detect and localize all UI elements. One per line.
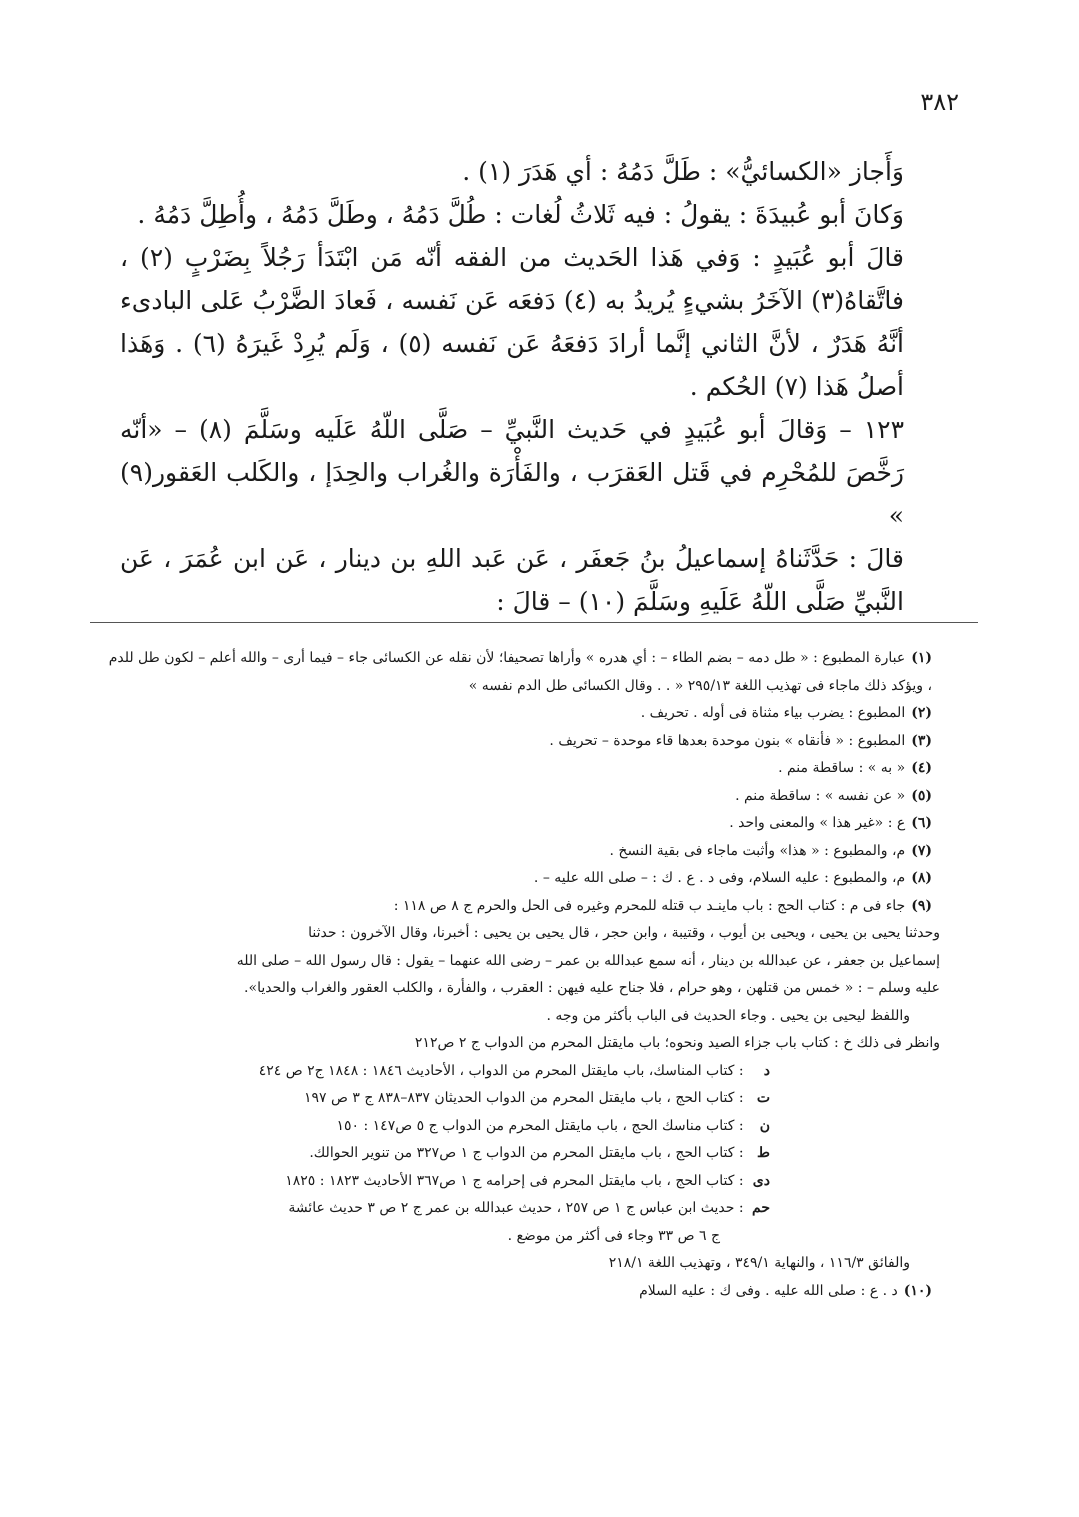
footnote-text: جاء فى م : كتاب الحج : باب ماينـد ب قتله للمحرم وغيره فى الحل والحرم ج ٨ ص ١١٨ : <box>393 897 906 914</box>
main-paragraph: قالَ أبو عُبَيدٍ : وَفي هَذا الحَديث من الفقه أنّه مَن ابْتَدَأ رَجُلاً بِضَرْبٍ (٢) ، فاتَّقاهُ(٣) الآخَرُ بشيءٍ يُريدُ به (٤) دَفعَه عَن نَفسه ، فَعادَ الضَّرْبُ عَلى البادىء أنَّهُ هَدَرٌ ، لأنَّ الثاني إنَّما أرادَ دَفعَهُ عَن نَفسه (٥) ، وَلَم يُرِدْ غَيرَهُ (٦) . وَهَذا أصلُ هَذا (٧) الحُكم . <box>120 243 904 401</box>
footnote-number: (٥) <box>911 787 932 804</box>
closing-line: والفائق ١١٦/٣ ، والنهاية ٣٤٩/١ ، وتهذيب اللغة ٢١٨/١ <box>608 1255 910 1271</box>
footnote <box>100 728 940 756</box>
source-entry: د : كتاب المناسك، باب مايقتل المحرم من الدواب ، الأحاديث ١٨٤٦ : ١٨٤٨ ج٢ ص ٤٢٤ <box>100 1058 940 1086</box>
footnote-text: ع : «غير هذا » والمعنى واحد . <box>729 815 906 831</box>
source-continuation: ج ٦ ص ٣٣ وجاء فى أكثر من موضع . <box>507 1227 720 1244</box>
footnote <box>100 783 940 811</box>
source-text: حديث ابن عباس ج ١ ص ٢٥٧ ، حديث عبدالله بن عمر ج ٢ ص ٣ حديث عائشة <box>288 1200 735 1216</box>
footnote-number: (٦) <box>911 815 932 831</box>
footnote-number: (٤) <box>911 760 932 776</box>
page-number: ٣٨٢ <box>920 88 959 116</box>
hadith-line: عليه وسلم – : « خمس من قتلهن ، وهو حرام ، فلا جناح عليه فيهن : العقرب ، والفأرة ، والكلب العقور والغراب والحديا». <box>244 980 940 996</box>
hadith-line: وحدثنا يحيى بن يحيى ، ويحيى بن أيوب ، وقتيبة ، وابن حجر ، قال يحيى بن يحيى : أخبرنا، وقال الآخرون : حدثنا <box>308 925 940 941</box>
source-text: كتاب الحج ، باب مايقتل المحرم من الدواب الحديثان ٨٣٧–٨٣٨ ج ٣ ص ١٩٧ <box>303 1090 735 1106</box>
footnote-number: (٩) <box>911 897 932 914</box>
footnote-divider <box>90 622 978 623</box>
footnote <box>100 838 940 866</box>
footnote-number: (١) <box>911 650 932 666</box>
footnote <box>100 810 940 838</box>
footnote-text: المطبوع : « فأنقاه » بنون موحدة بعدها قاء موحدة – تحريف . <box>549 732 906 749</box>
footnotes <box>100 645 940 1305</box>
footnote <box>100 755 940 783</box>
source-key: ط <box>757 1145 770 1161</box>
source-entry: ت : كتاب الحج ، باب مايقتل المحرم من الدواب الحديثان ٨٣٧–٨٣٨ ج ٣ ص ١٩٧ <box>100 1085 940 1113</box>
hadith-line: واللفظ ليحيى بن يحيى . وجاء الحديث فى الباب بأكثر من وجه . <box>546 1007 910 1024</box>
source-key: دى <box>752 1172 770 1189</box>
source-entry: حم : حديث ابن عباس ج ١ ص ٢٥٧ ، حديث عبدالله بن عمر ج ٢ ص ٣ حديث عائشة <box>100 1195 940 1223</box>
source-entry: ن : كتاب مناسك الحج ، باب مايقتل المحرم من الدواب ج ٥ ص١٤٧ : ١٥٠ <box>100 1113 940 1141</box>
main-paragraph: ١٢٣ – وَقالَ أبو عُبَيدٍ في حَديث النَّبيِّ – صَلَّى اللّهُ عَلَيه وسَلَّمَ (٨) – «أنّه رَخَّصَ للمُحْرِم في قَتل العَقرَب ، والفَأْرَة والغُراب والحِدَإ ، والكَلب العَقور(٩) » <box>120 415 905 530</box>
source-text: كتاب مناسك الحج ، باب مايقتل المحرم من الدواب ج ٥ ص١٤٧ : ١٥٠ <box>336 1117 735 1134</box>
footnote <box>100 700 940 728</box>
source-entry: دى : كتاب الحج ، باب مايقتل المحرم فى إحرامه ج ١ ص٣٦٧ الأحاديث ١٨٢٣ : ١٨٢٥ <box>100 1168 940 1196</box>
main-paragraph: وَأَجاز «الكسائيُّ» : طَلَّ دَمُهُ : أي هَدَرَ (١) . <box>462 157 904 186</box>
source-key: ت <box>756 1090 770 1106</box>
source-key: ن <box>759 1117 770 1134</box>
footnote-text: « به » : ساقطة منم . <box>778 760 906 776</box>
footnote-number: (٣) <box>911 732 932 749</box>
footnote <box>100 1278 940 1306</box>
source-text: كتاب الحج ، باب مايقتل المحرم فى إحرامه ج ١ ص٣٦٧ الأحاديث ١٨٢٣ : ١٨٢٥ <box>285 1172 735 1189</box>
main-paragraph: وَكانَ أبو عُبيدَةَ : يقولُ : فيه ثَلاثُ لُغات : طُلَّ دَمُهُ ، وطَلَّ دَمُهُ ، وأُطِلَّ دَمُهُ . <box>137 200 904 229</box>
source-key: د <box>763 1062 770 1079</box>
main-text <box>120 150 940 623</box>
footnote <box>100 865 940 893</box>
footnote-text: « عن نفسه » : ساقطة منم . <box>735 787 906 804</box>
footnote <box>100 893 940 921</box>
source-key: حم <box>752 1200 770 1216</box>
footnote <box>100 645 940 700</box>
footnote-text: عبارة المطبوع : « طل دمه – بضم الطاء – : أي هدره » وأراها تصحيفا؛ لأن نقله عن الكسائى جاء – فيما أرى – والله أعلم – لكون طل للدم ، ويؤكد ذلك ماجاء فى تهذيب اللغة ٢٩٥/١٣ « . . وقال الكسائى طل الدم نفسه » <box>108 650 932 694</box>
footnote-text: المطبوع : يضرب بياء مثناة فى أوله . تحريف . <box>640 705 906 721</box>
footnote-number: (٧) <box>911 842 932 859</box>
footnote-text: م، والمطبوع : « هذا» وأثبت ماجاء فى بقية النسخ . <box>609 842 906 859</box>
source-entry: ط : كتاب الحج ، باب مايقتل المحرم من الدواب ج ١ ص٣٢٧ من تنوير الحوالك. <box>100 1140 940 1168</box>
main-paragraph: قالَ : حَدَّثَناهُ إسماعيلُ بنُ جَعفَر ، عَن عَبد اللهِ بن دينار ، عَن ابن عُمَرَ ، عَن النَّبيِّ صَلَّى اللّهُ عَلَيهِ وسَلَّمَ (١٠) – قالَ : <box>120 544 904 616</box>
source-text: كتاب المناسك، باب مايقتل المحرم من الدواب ، الأحاديث ١٨٤٦ : ١٨٤٨ ج٢ ص ٤٢٤ <box>258 1062 735 1079</box>
footnote-number: (٢) <box>911 705 932 721</box>
footnote-text: د . ع : صلى الله عليه . وفى ك : عليه السلام <box>639 1282 898 1299</box>
source-text: كتاب الحج ، باب مايقتل المحرم من الدواب ج ١ ص٣٢٧ من تنوير الحوالك. <box>309 1145 735 1161</box>
footnote-text: م، والمطبوع : عليه السلام، وفى د . ع . ك : – صلى الله عليه – . <box>533 870 906 886</box>
hadith-line: إسماعيل بن جعفر ، عن عبدالله بن دينار ، أنه سمع عبدالله بن عمر – رضى الله عنهما – يقول : قال رسول الله – صلى الله <box>236 952 940 969</box>
hadith-line: وانظر فى ذلك خ : كتاب باب جزاء الصيد ونحوه؛ باب مايقتل المحرم من الدواب ج ٢ ص٢١٢ <box>414 1035 940 1051</box>
footnote-number: (٨) <box>911 870 932 886</box>
footnote-number: (١٠) <box>903 1282 932 1299</box>
